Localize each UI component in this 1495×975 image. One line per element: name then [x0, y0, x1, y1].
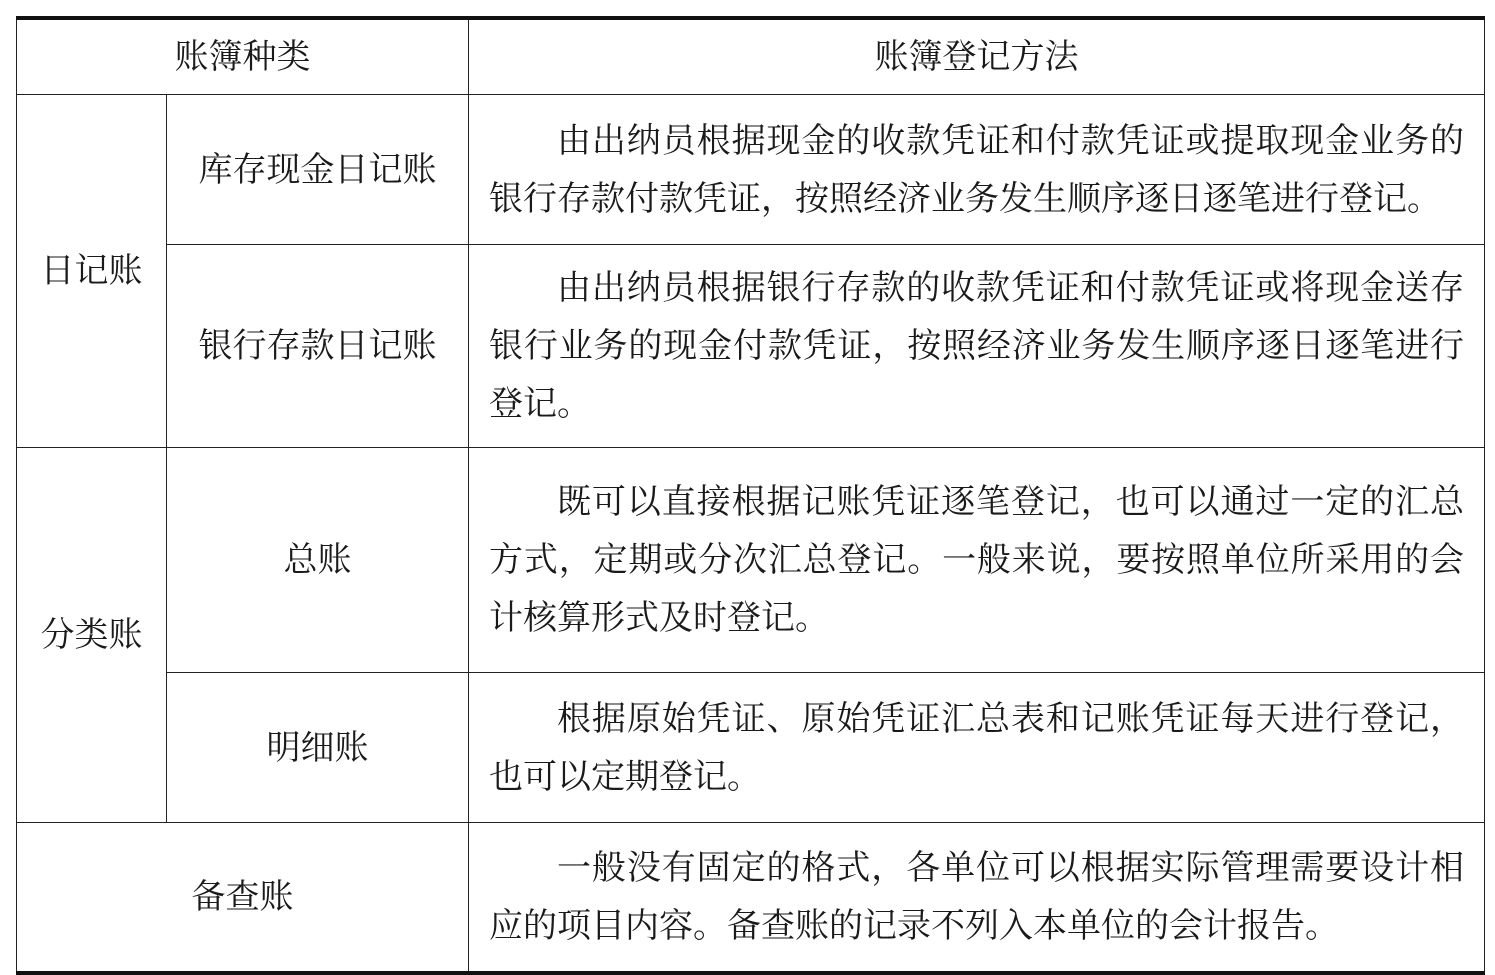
method-bank-journal: 由出纳员根据银行存款的收款凭证和付款凭证或将现金送存银行业务的现金付款凭证，按照经济业务发生顺序逐日逐笔进行登记。 — [469, 245, 1485, 448]
method-cash-journal: 由出纳员根据现金的收款凭证和付款凭证或提取现金业务的银行存款付款凭证，按照经济业务发生顺序逐日逐笔进行登记。 — [469, 95, 1485, 245]
subtype-general-ledger: 总账 — [167, 448, 469, 673]
subtype-detail-ledger: 明细账 — [167, 673, 469, 823]
table-row — [17, 673, 1485, 823]
category-classified: 分类账 — [17, 448, 167, 823]
method-general-ledger: 既可以直接根据记账凭证逐笔登记，也可以通过一定的汇总方式，定期或分次汇总登记。一般来说，要按照单位所采用的会计核算形式及时登记。 — [469, 448, 1485, 673]
subtype-bank-journal: 银行存款日记账 — [167, 245, 469, 448]
ledger-table — [16, 16, 1485, 975]
category-memo: 备查账 — [17, 823, 469, 973]
table-row — [17, 448, 1485, 673]
table-row — [17, 823, 1485, 973]
table-row — [17, 245, 1485, 448]
header-method: 账簿登记方法 — [469, 18, 1485, 95]
header-type: 账簿种类 — [17, 18, 469, 95]
method-detail-ledger: 根据原始凭证、原始凭证汇总表和记账凭证每天进行登记，也可以定期登记。 — [469, 673, 1485, 823]
table-row — [17, 95, 1485, 245]
category-journal: 日记账 — [17, 95, 167, 448]
header-row — [17, 18, 1485, 95]
method-memo: 一般没有固定的格式，各单位可以根据实际管理需要设计相应的项目内容。备查账的记录不列入本单位的会计报告。 — [469, 823, 1485, 973]
subtype-cash-journal: 库存现金日记账 — [167, 95, 469, 245]
